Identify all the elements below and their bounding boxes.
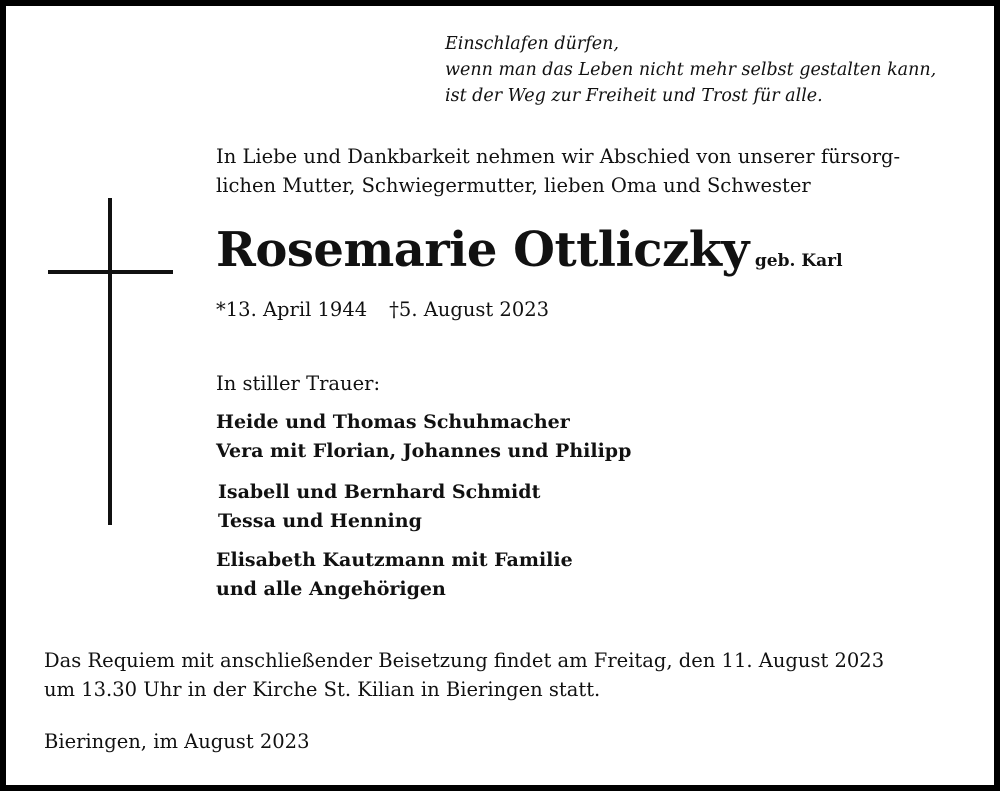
birth-date: *13. April 1944 [216, 298, 368, 321]
mourner-line: Vera mit Florian, Johannes und Philipp [216, 440, 632, 462]
mourner-group [218, 478, 540, 536]
mourner-line: Isabell und Bernhard Schmidt [218, 481, 541, 503]
motto-line: wenn man das Leben nicht mehr selbst gestalten kann, [445, 60, 937, 80]
mourner-line: Tessa und Henning [218, 510, 422, 532]
birth-name: geb. Karl [754, 251, 843, 271]
mourner-line: Heide und Thomas Schuhmacher [216, 411, 570, 433]
death-date: †5. August 2023 [389, 298, 550, 321]
cross-vertical-bar [108, 198, 112, 525]
intro-line: lichen Mutter, Schwiegermutter, lieben Oma und Schwester [216, 174, 811, 197]
mourner-group [216, 408, 631, 466]
place-and-date: Bieringen, im August 2023 [44, 730, 310, 753]
service-line: um 13.30 Uhr in der Kirche St. Kilian in Bieringen statt. [44, 678, 601, 701]
intro-text [216, 142, 900, 200]
service-info [44, 646, 884, 704]
motto-line: ist der Weg zur Freiheit und Trost für alle. [445, 86, 823, 106]
life-dates [216, 298, 549, 321]
mourning-label: In stiller Trauer: [216, 372, 381, 395]
motto-line: Einschlafen dürfen, [445, 34, 619, 54]
mourner-line: und alle Angehörigen [216, 578, 446, 600]
motto-verse [445, 31, 936, 109]
mourner-group [216, 546, 573, 604]
service-line: Das Requiem mit anschließender Beisetzung findet am Freitag, den 11. August 2023 [44, 649, 885, 672]
cross-horizontal-bar [48, 270, 173, 274]
deceased-name: Rosemarie Ottliczky [216, 222, 749, 278]
intro-line: In Liebe und Dankbarkeit nehmen wir Abschied von unserer fürsorg- [216, 145, 901, 168]
deceased-name-line [216, 222, 843, 278]
mourner-line: Elisabeth Kautzmann mit Familie [216, 549, 573, 571]
